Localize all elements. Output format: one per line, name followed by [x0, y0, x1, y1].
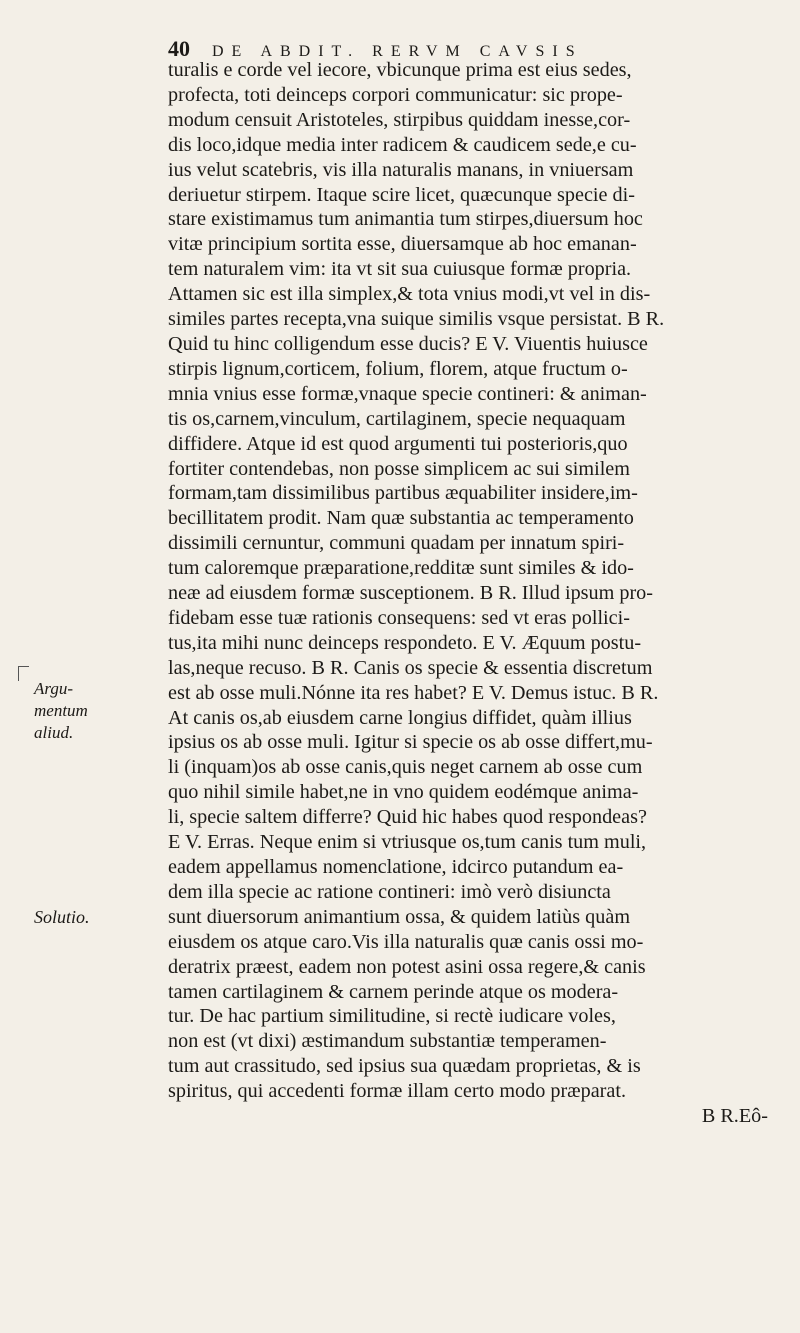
text-line: Attamen sic est illa simplex,& tota vnius modi,vt vel in dis-: [168, 283, 651, 306]
marginal-note-argumentum: Argu- mentum aliud.: [34, 679, 88, 742]
text-line: deriuetur stirpem. Itaque scire licet, quæcunque specie di-: [168, 183, 635, 206]
text-line: At canis os,ab eiusdem carne longius diffidet, quàm illius: [168, 706, 632, 729]
text-line: dis loco,idque media inter radicem & caudicem sede,e cu-: [168, 133, 637, 156]
text-line: quo nihil simile habet,ne in vno quidem eodémque anima-: [168, 781, 639, 804]
text-line: dem illa specie ac ratione contineri: imò verò disiuncta: [168, 880, 611, 903]
text-line: tamen cartilaginem & carnem perinde atque os modera-: [168, 980, 619, 1003]
text-line: formam,tam dissimilibus partibus æquabiliter insidere,im-: [168, 482, 638, 505]
text-line: non est (vt dixi) æstimandum substantiæ temperamen-: [168, 1030, 607, 1053]
text-line: modum censuit Aristoteles, stirpibus quiddam inesse,cor-: [168, 108, 631, 131]
text-line: li (inquam)os ab osse canis,quis neget carnem ab osse cum: [168, 756, 643, 779]
text-line: tus,ita mihi nunc deinceps respondeto. E V. Æquum postu-: [168, 631, 642, 654]
text-line: profecta, toti deinceps corpori communicatur: sic prope-: [168, 83, 623, 106]
text-line: dissimili cernuntur, communi quadam per innatum spiri-: [168, 532, 625, 555]
text-line: ius velut scatebris, vis illa naturalis manans, in vniuersam: [168, 158, 634, 181]
text-line: deratrix præest, eadem non potest asini ossa regere,& canis: [168, 955, 646, 978]
text-line: fidebam esse tuæ rationis consequens: sed vt eras pollici-: [168, 606, 630, 629]
text-line: ipsius os ab osse muli. Igitur si specie os ab osse differt,mu-: [168, 731, 653, 754]
text-line: Quid tu hinc colligendum esse ducis? E V. Viuentis huiusce: [168, 332, 648, 355]
body-text: [168, 58, 780, 1129]
margin-bracket-mark: [18, 666, 29, 681]
text-line: stirpis lignum,corticem, folium, florem, atque fructum o-: [168, 357, 628, 380]
text-line: becillitatem prodit. Nam quæ substantia ac temperamento: [168, 507, 634, 530]
text-line: eiusdem os atque caro.Vis illa naturalis quæ canis ossi mo-: [168, 930, 644, 953]
text-line: diffidere. Atque id est quod argumenti tui posterioris,quo: [168, 432, 628, 455]
text-line: turalis e corde vel iecore, vbicunque prima est eius sedes,: [168, 59, 632, 81]
text-line: mnia vnius esse formæ,vnaque specie contineri: & animan-: [168, 382, 647, 405]
text-line: sunt diuersorum animantium ossa, & quidem latiùs quàm: [168, 905, 631, 928]
marginal-note-solutio: Solutio.: [34, 907, 90, 927]
text-line: similes partes recepta,vna suique similis vsque persistat. B R.: [168, 308, 665, 331]
text-line: tum caloremque præparatione,redditæ sunt similes & ido-: [168, 557, 634, 580]
text-line: tem naturalem vim: ita vt sit sua cuiusque formæ propria.: [168, 258, 632, 281]
text-line: neæ ad eiusdem formæ susceptionem. B R. Illud ipsum pro-: [168, 582, 654, 605]
text-line: tum aut crassitudo, sed ipsius sua quædam proprietas, & is: [168, 1055, 641, 1078]
text-line: est ab osse muli.Nónne ita res habet? E V. Demus istuc. B R.: [168, 681, 659, 704]
text-line: vitæ principium sortita esse, diuersamque ab hoc emanan-: [168, 233, 637, 256]
text-line: spiritus, qui accedenti formæ illam certo modo præparat.: [168, 1080, 627, 1103]
text-line: las,neque recuso. B R. Canis os specie & essentia discretum: [168, 656, 653, 679]
text-line: fortiter contendebas, non posse simplicem ac sui similem: [168, 457, 630, 480]
text-line: B R.Eô-: [701, 1105, 768, 1128]
text-line: tis os,carnem,vinculum, cartilaginem, specie nequaquam: [168, 407, 626, 430]
text-line: eadem appellamus nomenclatione, idcirco putandum ea-: [168, 856, 624, 878]
text-line: li, specie saltem differre? Quid hic habes quod respondeas?: [168, 806, 647, 829]
running-head: DE ABDIT. RERVM CAVSIS: [212, 43, 583, 60]
text-line: stare existimamus tum animantia tum stirpes,diuersum hoc: [168, 208, 643, 231]
page-number: 40: [168, 36, 190, 61]
text-line: E V. Erras. Neque enim si vtriusque os,tum canis tum muli,: [168, 831, 647, 854]
text-line: tur. De hac partium similitudine, si rectè iudicare voles,: [168, 1005, 616, 1028]
